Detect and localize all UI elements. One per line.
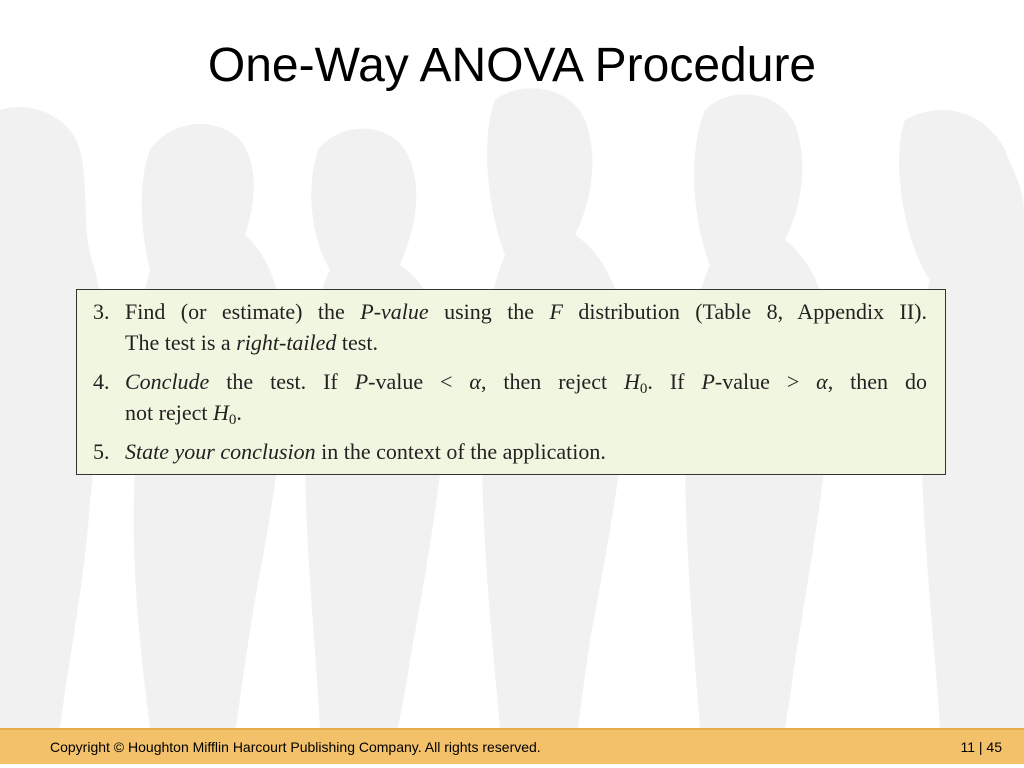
- text-run-italic: State your conclusion: [125, 439, 316, 464]
- text-run: . If: [647, 369, 702, 394]
- step-text: [125, 436, 927, 467]
- text-run: .: [236, 400, 242, 425]
- step-line: [125, 397, 927, 428]
- step-line: [125, 436, 927, 467]
- text-run: , then do: [827, 369, 927, 394]
- text-run-italic: P: [354, 369, 369, 394]
- step-text: [125, 366, 927, 428]
- page-number: 11 | 45: [960, 739, 1002, 755]
- footer-bar: [0, 728, 1024, 764]
- step-number: 5.: [93, 439, 110, 464]
- text-run: the test. If: [209, 369, 355, 394]
- text-run-italic: F: [549, 299, 563, 324]
- text-run: test.: [336, 330, 378, 355]
- text-run-italic: Conclude: [125, 369, 210, 394]
- step-5: [93, 436, 927, 467]
- subscript: 0: [228, 412, 237, 428]
- step-4: [93, 366, 927, 428]
- text-run-italic: P: [701, 369, 715, 394]
- text-run-italic: P-value: [360, 299, 429, 324]
- text-run-italic: α: [816, 369, 828, 394]
- procedure-steps-box: [76, 289, 946, 475]
- copyright-notice: Copyright © Houghton Mifflin Harcourt Publishing Company. All rights reserved.: [50, 739, 541, 755]
- text-run: , then reject: [480, 369, 625, 394]
- text-run: -value >: [714, 369, 817, 394]
- step-line: [125, 327, 927, 358]
- text-run: The test is a: [125, 330, 237, 355]
- step-line: [125, 366, 927, 397]
- subscript: 0: [639, 381, 648, 397]
- text-run-italic: H: [624, 369, 640, 394]
- text-run: using the: [428, 299, 550, 324]
- step-3: [93, 296, 927, 358]
- step-number: 3.: [93, 299, 110, 324]
- text-run-italic: H: [212, 400, 229, 425]
- step-number: 4.: [93, 369, 110, 394]
- text-run-italic: α: [469, 369, 481, 394]
- step-line: [125, 296, 927, 327]
- text-run: distribution (Table 8, Appendix II).: [562, 299, 927, 324]
- step-text: [125, 296, 927, 358]
- text-run: not reject: [125, 400, 213, 425]
- text-run-italic: right-tailed: [236, 330, 337, 355]
- text-run: Find (or estimate) the: [125, 299, 361, 324]
- text-run: in the context of the application.: [315, 439, 606, 464]
- text-run: -value <: [368, 369, 470, 394]
- slide-title: One-Way ANOVA Procedure: [207, 39, 817, 92]
